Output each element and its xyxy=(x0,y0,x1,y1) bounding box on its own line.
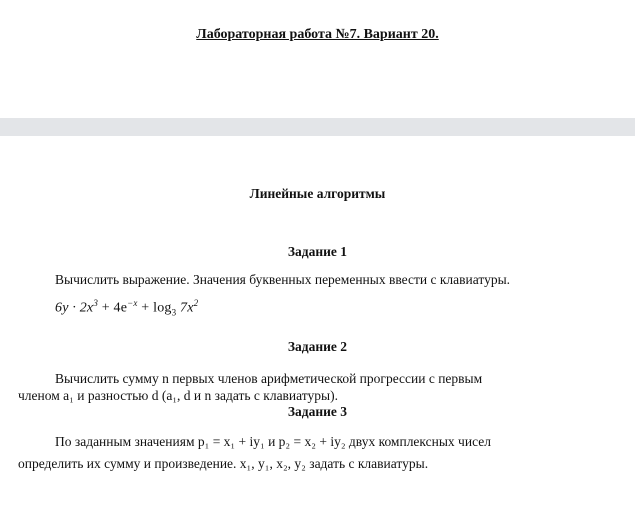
task1-heading: Задание 1 xyxy=(287,244,348,259)
formula-part: 7x xyxy=(176,300,194,316)
task2-text-line: Вычислить сумму n первых членов арифметической прогрессии с первым xyxy=(55,371,483,386)
task2-heading: Задание 2 xyxy=(287,339,348,354)
page-separator xyxy=(0,118,635,136)
task1-formula xyxy=(55,298,198,317)
task3-text-line: определить их сумму и произведение. x₁, y₁, x₂, y₂ задать с клавиатуры. xyxy=(18,456,429,471)
formula-exponent: 3 xyxy=(93,298,99,308)
section-title: Линейные алгоритмы xyxy=(249,186,386,201)
lab-work-title: Лабораторная работа №7. Вариант 20. xyxy=(196,27,439,42)
task3-text-line: По заданным значениям p₁ = x₁ + iy₁ и p₂ = x₂ + iy₂ двух комплексных чисел xyxy=(55,434,491,449)
formula-part: 6y · 2x xyxy=(55,300,94,316)
formula-exponent: −x xyxy=(127,298,138,308)
task3-heading: Задание 3 xyxy=(287,404,348,419)
formula-exponent: 2 xyxy=(193,298,199,308)
formula-part: + log xyxy=(137,300,172,316)
task2-text-line: членом a₁ и разностью d (a₁, d и n задать с клавиатуры). xyxy=(18,388,338,403)
formula-subscript: 3 xyxy=(171,307,177,318)
formula-part: + 4e xyxy=(98,300,128,316)
task1-text: Вычислить выражение. Значения буквенных переменных ввести с клавиатуры. xyxy=(55,272,511,287)
